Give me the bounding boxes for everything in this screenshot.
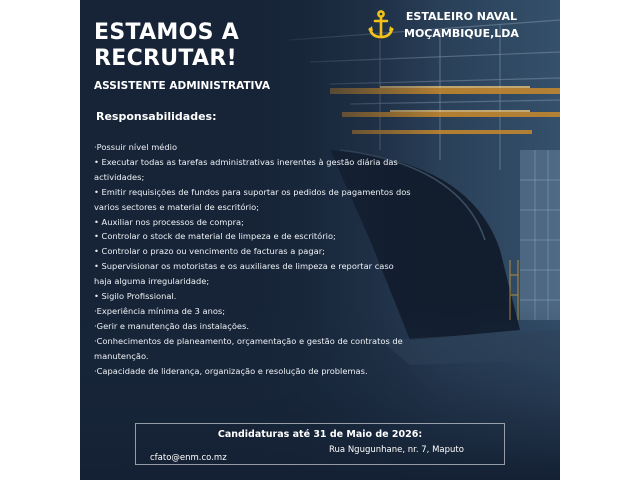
list-item: • Controlar o stock de material de limpeza e de escritório; bbox=[94, 231, 336, 242]
position-title: ASSISTENTE ADMINISTRATIVA bbox=[94, 80, 270, 92]
list-item: • Emitir requisições de fundos para suportar os pedidos de pagamentos dos varios sectores e material de escritório; bbox=[94, 186, 411, 212]
responsibilities-title: Responsabilidades: bbox=[96, 110, 217, 123]
headline: ESTAMOS A RECRUTAR! bbox=[94, 20, 240, 71]
company-name: ESTALEIRO NAVAL MOÇAMBIQUE,LDA bbox=[404, 10, 519, 40]
list-item: ·Capacidade de liderança, organização e resolução de problemas. bbox=[94, 365, 368, 376]
list-item: ·Gerir e manutenção das instalações. bbox=[94, 320, 249, 331]
list-item: • Executar todas as tarefas administrativas inerentes à gestão diária das actividades; bbox=[94, 156, 398, 182]
anchor-icon bbox=[368, 10, 394, 40]
application-footer bbox=[135, 423, 505, 465]
list-item: • Auxiliar nos processos de compra; bbox=[94, 216, 244, 227]
company-address: Rua Ngugunhane, nr. 7, Maputo bbox=[329, 445, 464, 455]
company-brand bbox=[368, 8, 519, 42]
list-item: • Sigilo Profissional. bbox=[94, 291, 177, 302]
list-item: • Supervisionar os motoristas e os auxiliares de limpeza e reportar caso haja alguma irregularidade; bbox=[94, 261, 394, 287]
list-item: ·Conhecimentos de planeamento, orçamentação e gestão de contratos de manutenção. bbox=[94, 335, 403, 361]
recruitment-poster bbox=[80, 0, 560, 480]
contact-email[interactable]: cfato@enm.co.mz bbox=[150, 453, 227, 463]
list-item: • Controlar o prazo ou vencimento de facturas a pagar; bbox=[94, 246, 325, 257]
list-item: ·Experiência mínima de 3 anos; bbox=[94, 305, 226, 316]
responsibilities-list bbox=[94, 140, 414, 379]
application-deadline: Candidaturas até 31 de Maio de 2026: bbox=[217, 429, 423, 440]
list-item: ·Possuir nível médio bbox=[94, 142, 178, 152]
